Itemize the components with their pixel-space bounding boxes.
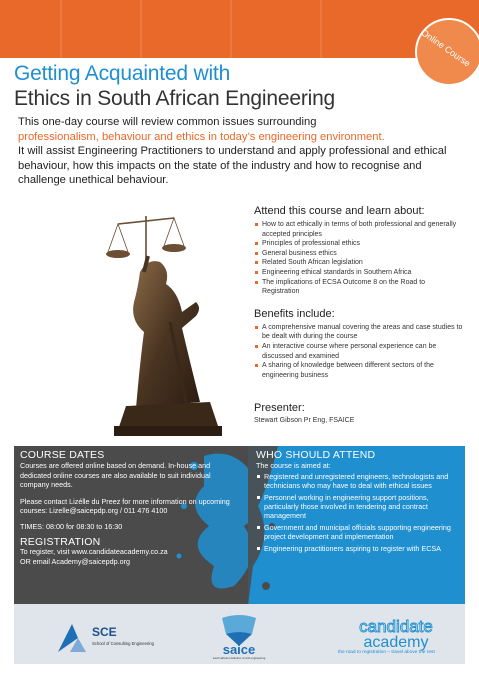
- presenter-heading: Presenter:: [254, 402, 305, 415]
- title-line-1: Getting Acquainted with: [14, 62, 231, 85]
- badge-text: Online Course: [419, 27, 473, 69]
- list-item: An interactive course where personal experience can be discussed and examined: [254, 342, 464, 361]
- saice-logo: [204, 612, 274, 660]
- ca-logo-top: candidate: [359, 617, 433, 636]
- saice-logo-text: saice: [222, 642, 256, 657]
- list-item: Registered and unregistered engineers, technologists and technicians who may have to deal with ethical issues: [256, 472, 460, 491]
- who-intro: The course is aimed at:: [256, 461, 331, 471]
- registration-email[interactable]: OR email Academy@saicepdp.org: [20, 556, 130, 566]
- who-should-attend-section: [256, 451, 460, 553]
- learn-heading: Attend this course and learn about:: [254, 205, 425, 217]
- registration-heading: REGISTRATION: [20, 535, 101, 548]
- list-item: How to act ethically in terms of both professional and generally accepted principles: [254, 220, 464, 239]
- list-item: Principles of professional ethics: [254, 239, 464, 249]
- who-list: [256, 472, 460, 553]
- course-contact-text: Please contact Lizélle du Preez for more information on upcoming courses: Lizelle@saicepdp.org / 011 476 4100: [20, 496, 230, 516]
- online-course-badge: [415, 18, 479, 86]
- title-line-2: Ethics in South African Engineering: [14, 87, 336, 110]
- registration-url[interactable]: To register, visit www.candidateacademy.co.za: [20, 547, 168, 557]
- sce-logo-name: SCE: [92, 625, 117, 639]
- lady-justice-statue-image: [78, 212, 248, 442]
- sce-logo-subtitle: School of Consulting Engineering: [92, 641, 154, 646]
- list-item: Personnel working in engineering support positions, particularly those involved in tendering and contract management: [256, 493, 460, 521]
- intro-line-3: It will assist Engineering Practitioners to understand and apply professional and ethical behaviour, how this impacts on the state of the industry and how to recognise and challenge unethical behaviour.: [18, 145, 447, 186]
- list-item: Engineering ethical standards in Southern Africa: [254, 268, 464, 278]
- course-dates-text: Courses are offered online based on demand. In-house and dedicated online courses are also available to suit individual company needs.: [20, 461, 211, 490]
- learn-list: [254, 220, 464, 297]
- list-item: Related South African legislation: [254, 258, 464, 268]
- list-item: A sharing of knowledge between different sectors of the engineering business: [254, 361, 464, 380]
- who-heading: WHO SHOULD ATTEND: [256, 449, 376, 461]
- intro-line-1: This one-day course will review common issues surrounding: [18, 116, 317, 128]
- list-item: Engineering practitioners aspiring to register with ECSA: [256, 544, 460, 553]
- list-item: The implications of ECSA Outcome 8 on the Road to Registration: [254, 278, 464, 297]
- course-dates-heading: COURSE DATES: [20, 449, 105, 461]
- intro-highlight: professionalism, behaviour and ethics in today’s engineering environment.: [18, 130, 385, 143]
- ca-logo-bottom: academy: [363, 634, 429, 651]
- list-item: A comprehensive manual covering the areas and case studies to be dealt with during the course: [254, 323, 464, 342]
- header-band: [0, 0, 479, 58]
- course-dates-section: [20, 451, 240, 566]
- right-column: [254, 205, 464, 424]
- saice-logo-subtitle: south african institution of civil engineering: [212, 656, 266, 660]
- list-item: General business ethics: [254, 249, 464, 259]
- intro-text: [18, 115, 468, 188]
- benefits-list: [254, 323, 464, 381]
- sce-logo: [48, 618, 158, 658]
- list-item: Government and municipal officials supporting engineering project development and implementation: [256, 523, 460, 542]
- candidate-academy-tagline: the road to registration – travel above the rest: [338, 650, 435, 655]
- presenter-name: Stewart Gibson Pr Eng, FSAICE: [254, 417, 355, 425]
- benefits-heading: Benefits include:: [254, 307, 335, 320]
- course-times: TIMES: 08:00 for 08:30 to 16:30: [20, 522, 123, 532]
